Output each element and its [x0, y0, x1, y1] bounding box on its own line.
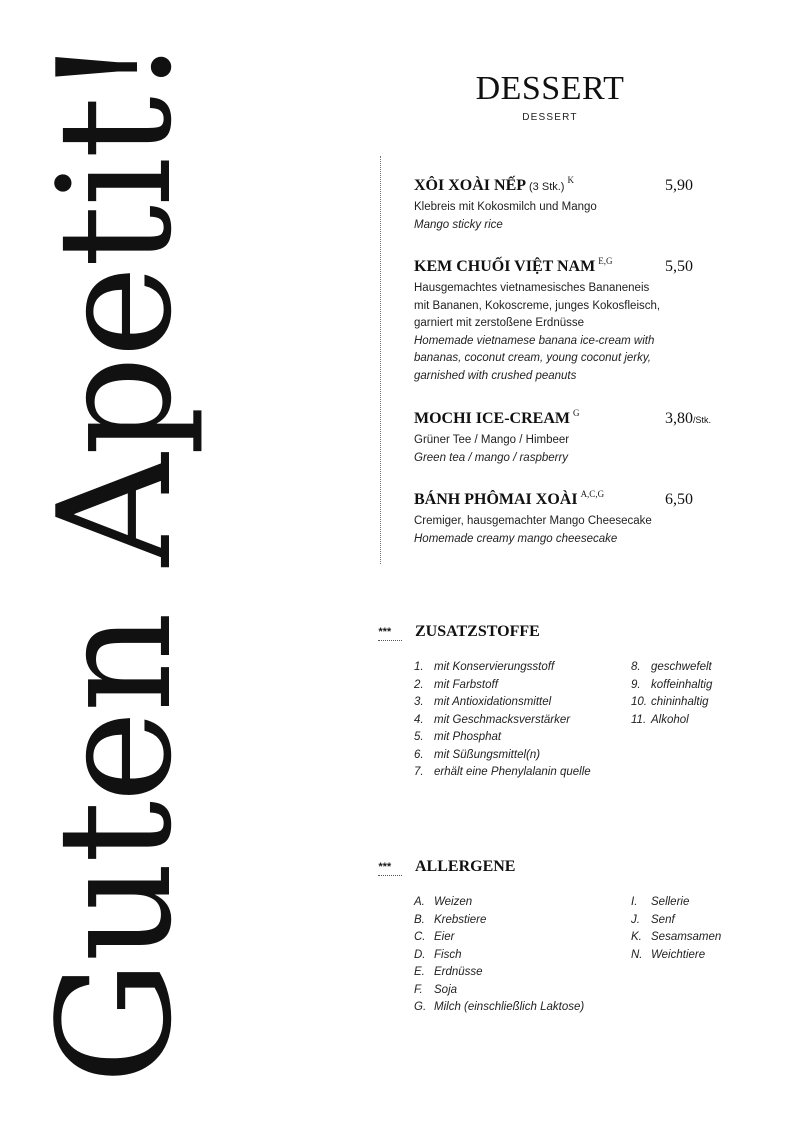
- allergens-title: ALLERGENE: [415, 858, 516, 875]
- list-item: 10. chininhaltig: [631, 696, 709, 708]
- item-description-de: mit Bananen, Kokoscreme, junges Kokosfleisch,: [414, 299, 661, 312]
- list-item: J. Senf: [631, 913, 675, 926]
- item-description-de: Hausgemachtes vietnamesisches Bananeneis: [414, 282, 650, 294]
- allergens-list-right: [631, 894, 721, 964]
- item-description-en: garnished with crushed peanuts: [414, 369, 577, 382]
- menu-item-banh-phomai-xoai: [414, 491, 724, 548]
- stars-ornament: ***: [378, 626, 402, 641]
- menu-header: [380, 72, 720, 123]
- list-item: 9. koffeinhaltig: [631, 678, 713, 691]
- item-allergen-codes: E,G: [598, 256, 613, 266]
- header-subtitle: DESSERT: [522, 112, 578, 123]
- menu-item-mochi-ice-cream: [414, 410, 724, 467]
- additives-list-right: [631, 659, 712, 729]
- item-description-en: Homemade vietnamese banana ice-cream with: [414, 334, 655, 347]
- item-description-en: bananas, coconut cream, young coconut jerky,: [414, 352, 651, 364]
- item-name: KEM CHUỐI VIỆT NAM: [414, 258, 596, 275]
- item-description-en: Green tea / mango / raspberry: [414, 451, 569, 464]
- header-title: DESSERT: [475, 70, 625, 107]
- list-item: 1. mit Konservierungsstoff: [414, 661, 555, 673]
- item-price: 5,90: [665, 177, 693, 194]
- additives-list-left: [414, 659, 591, 782]
- item-allergen-codes: K: [567, 175, 574, 185]
- list-item: B. Krebstiere: [414, 913, 487, 926]
- menu-item-xoi-xoai-nep: [414, 177, 724, 234]
- stars-ornament: ***: [378, 861, 402, 876]
- item-description-de: Klebreis mit Kokosmilch und Mango: [414, 201, 597, 213]
- item-allergen-codes: A,C,G: [580, 489, 605, 499]
- side-title: Guten Apetit!: [24, 37, 206, 1085]
- additives-header: [378, 623, 540, 641]
- item-description-en: Mango sticky rice: [414, 218, 503, 231]
- list-item: 5. mit Phosphat: [414, 731, 502, 743]
- list-item: G. Milch (einschließlich Laktose): [414, 1001, 585, 1013]
- list-item: 3. mit Antioxidationsmittel: [414, 696, 552, 708]
- list-item: 7. erhält eine Phenylalanin quelle: [414, 766, 591, 778]
- list-item: 6. mit Süßungsmittel(n): [414, 748, 541, 761]
- item-allergen-codes: G: [573, 408, 580, 418]
- allergens-list-left: [414, 894, 584, 1017]
- dotted-divider: [380, 156, 381, 564]
- additives-title: ZUSATZSTOFFE: [415, 623, 540, 640]
- list-item: 4. mit Geschmacksverstärker: [414, 713, 571, 726]
- list-item: E. Erdnüsse: [414, 966, 483, 978]
- allergens-header: [378, 858, 515, 876]
- menu-item-kem-chuoi-viet-nam: [414, 258, 724, 385]
- item-price: 3,80/Stk.: [665, 410, 712, 427]
- list-item: D. Fisch: [414, 948, 462, 961]
- item-description-de: garniert mit zerstoßene Erdnüsse: [414, 317, 585, 329]
- list-item: A. Weizen: [414, 896, 473, 908]
- list-item: N. Weichtiere: [631, 948, 706, 961]
- list-item: C. Eier: [414, 931, 455, 943]
- list-item: I. Sellerie: [631, 896, 690, 908]
- list-item: 2. mit Farbstoff: [414, 678, 498, 691]
- item-description-de: Grüner Tee / Mango / Himbeer: [414, 434, 570, 446]
- item-name: BÁNH PHÔMAI XOÀI: [414, 491, 578, 508]
- list-item: 8. geschwefelt: [631, 661, 712, 673]
- item-name: XÔI XOÀI NẾP: [414, 177, 527, 194]
- item-name: MOCHI ICE-CREAM: [414, 410, 570, 427]
- item-price: 6,50: [665, 491, 693, 508]
- item-price: 5,50: [665, 258, 693, 275]
- item-description-de: Cremiger, hausgemachter Mango Cheesecake: [414, 515, 652, 527]
- item-quantity: (3 Stk.): [529, 181, 565, 193]
- list-item: K. Sesamsamen: [631, 931, 722, 943]
- list-item: 11. Alkohol: [631, 713, 689, 726]
- item-description-en: Homemade creamy mango cheesecake: [414, 532, 618, 545]
- list-item: F. Soja: [414, 983, 458, 996]
